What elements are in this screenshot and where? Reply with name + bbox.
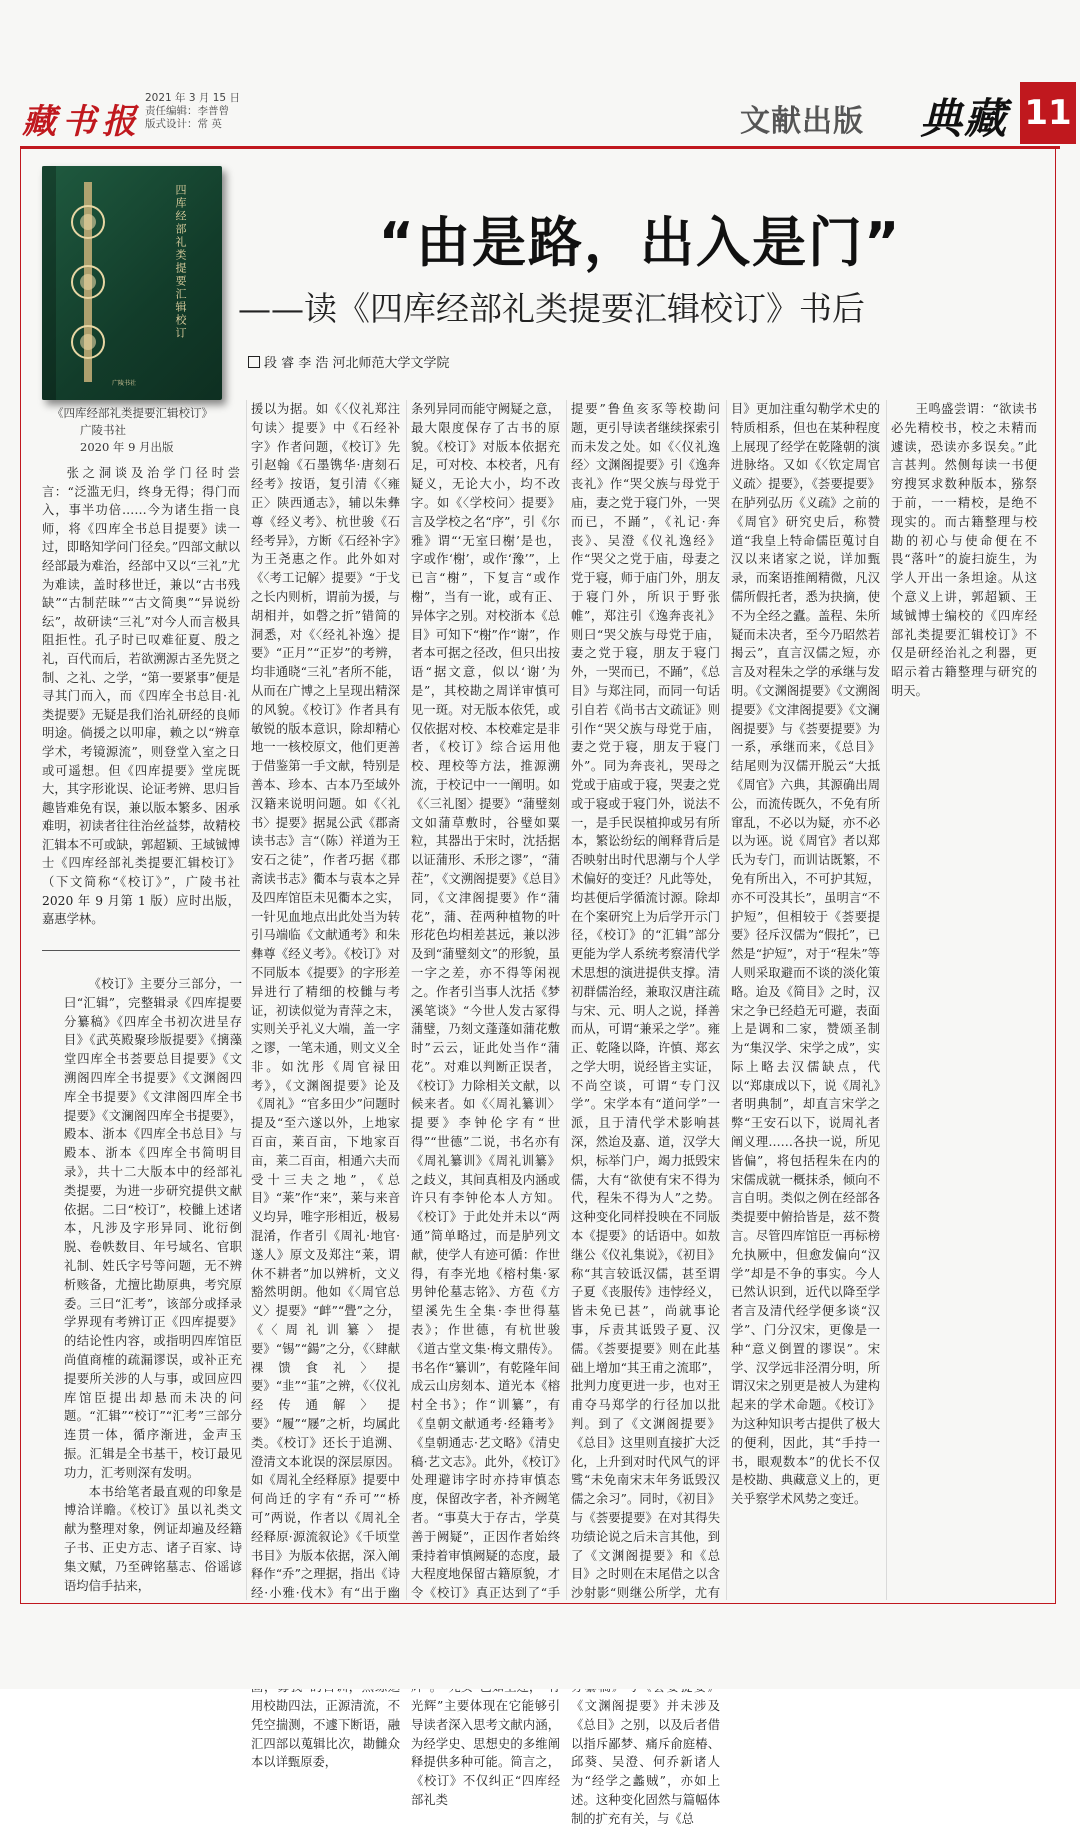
intro-paragraph: 张之洞谈及治学门径时尝言：“泛滥无归，终身无得；得门而入，事半功倍……今为诸生指一良师，将《四库全书总目提要》读一过，即略知学问门径矣。”四部文献以经部最为难治，经部中又以“三礼”尤为难读，盖时移世迁，兼以“古书残缺”“古制茫昧”“古文简奥”“异说纷纭”，故研读“三礼”对今人而言极具阻拒性。孔子时已叹难征夏、殷之礼，百代而后，若欲溯源古圣先贤之制、之礼、之学，“第一要紧事”便是寻其门而入，而《四库全书总目·礼类提要》无疑是我们治礼研经的良师明途。倘援之以叩扉，赖之以“辨章学术，考镜源流”，则登堂入室之日或可遥想。但《四库提要》堂庑既大，其字形讹误、论证考辨、思归旨趣皆难免有误，兼以版本繁多、困承难明，初读者往往治丝益棼，故精校汇辑本不可或缺，郭超颖、王域铖博士《四库经部礼类提要汇辑校订》（下文简称“《校订》”，广陵书社 2020 年 9 月第 1 版）应时出版，嘉惠学林。 <box>42 464 240 951</box>
column-paragraph: 王鸣盛尝谓：“欲读书必先精校书，校之未精而遽读，恐读亦多误矣。”此言甚判。然侧每读一书便穷搜冥求数种版本，猕祭于前，一一精校，是绝不现实的。而古籍整理与校勘的初心与使命便在不畏“落叶”的旋扫旋生，为学人开出一条坦途。从这个意义上讲，郭超颖、王域铖博士编校的《四库经部礼类提要汇辑校订》不仅是研经治礼之利器，更昭示着古籍整理与研究的明天。 <box>891 402 1037 698</box>
column-paragraph: 光辉”主要体现在它能够引导读者深入思考文献内涵，为经学史、思想史的多维阐释提供多种可能。简言之，《校订》不仅纠正“四库经部礼类 <box>411 1698 560 1807</box>
column-divider <box>886 400 887 1600</box>
book-caption <box>52 405 232 456</box>
byline-box-icon <box>248 356 260 368</box>
article-column-1 <box>64 975 242 1595</box>
issue-date: 2021 年 3 月 15 日 <box>145 92 240 104</box>
column-paragraph: 援以为据。如《〈仪礼郑注句读〉提要》中《石经补字》作者问题，《校订》先引赵翰《石墨镌华·唐刻石经考》按语，复引清《〈雍正〉陕西通志》，辅以朱彝尊《经义考》、杭世骏《石经考异》，方断《石经补字》为王尧惠之作。此外如对《〈考工记解〉提要》“于戈之长内则析，谓前为援，与胡相并，如磬之折”错简的洞悉，对《〈经礼补逸〉提要》“正月”“正岁”的考辨，均非通晓“三礼”者所不能，从而在广博之上呈现出精深的风貌。《校订》作者具有敏锐的版本意识，除却精心地一一核校原文，他们更善于借鉴第一手文献，特别是善本、珍本、古本乃至域外汉籍来说明问题。如《〈礼书〉提要》据晁公武《郡斋读书志》言“（陈）祥道为王安石之徒”，作者巧据《郡斋读书志》衢本与袁本之异及四库馆臣未见衢本之实，一针见血地点出此处当为转引马端临《文献通考》和朱彝尊《经义考》。《校订》对不同版本《提要》的字形差异进行了精细的校雠与考证，初读似觉为青萍之末，实则关乎礼义大端，盖一字之谬，一笔未通，则文义全非。如沈彤《周官禄田考》，《文渊阁提要》论及《周礼》“官多田少”问题时提及“至六遂以外，上地家百亩，莱百亩，下地家百亩，莱二百亩，相通六夫而受十三夫之地”，《总目》“莱”作“来”，莱与来音义均异，唯字形相近，极易混淆，作者引《周礼·地官·遂人》原文及郑注“莱，谓休不耕者”加以辨析，文义豁然明朗。他如《〈周官总义〉提要》“衅”“舋”之分，《〈周礼训纂〉提要》“锡”“鍚”之分，《〈肆献裸馈食礼〉提要》“韭”“韮”之辨，《〈仪礼经传通解〉提要》“履”“屦”之析，均属此类。《校订》还长于追溯、澄清文本讹误的深层原因。如《周礼全经释原》提要中何尚迁的字有“乔可”“桥可”两说，作者以《周礼全经释原·源流叙论》《千顷堂书目》为版本依据，深入阐释作“乔”之理据，指出《诗经·小雅·伐木》有“出于幽 <box>251 402 400 1601</box>
column-title: 典藏 <box>920 94 1009 143</box>
column-paragraph: 《校订》主要分三部分，一曰“汇辑”，完整辑录《四库提要分纂稿》《四库全书初次进呈存目》《武英殿聚珍版提要》《摛藻堂四库全书荟要总目提要》《文溯阁四库全书提要》《文渊阁四库全书提要》《文津阁四库全书提要》《文澜阁四库全书提要》，殿本、浙本《四库全书总目》与殿本、浙本《四库全书简明目录》，共十二大版本中的经部礼类提要，为进一步研究提供文献依据。二曰“校订”，校雠上述诸本，凡涉及字形异同、讹衍倒脱、卷帙数目、年号域名、官职礼制、姓氏字号等问题，无不辨析赅备，尤擅比勘原典，考究原委。三曰“汇考”，该部分或择录学界现有考辨订正《四库提要》的结论性内容，或指明四库馆臣尚值商榷的疏漏谬误，或补正充提要所关涉的人与事，或回应四库馆臣提出却悬而未决的问题。“汇辑”“校订”“汇考”三部分连贯一体，循序渐进，金声玉振。汇辑是全书基干，校订最见功力，汇考则深有发明。 <box>64 977 242 1480</box>
book-cover-title: 四库经部礼类提要汇辑校订 <box>174 184 187 340</box>
article-headline: “由是路，出入是门” <box>378 211 902 274</box>
column-paragraph: 用校勘四法，正源清流，不凭空揣测，不遽下断语，融汇四部以蒐辑比次，勘雠众本以详甄原委， <box>251 1698 400 1770</box>
page-number: 11 <box>1020 82 1076 144</box>
issue-meta <box>145 92 240 131</box>
column-paragraph: 条列异同而能守阙疑之意，最大限度保存了古书的原貌。《校订》对版本依据充足，可对校、本校者，凡有疑义，无论大小，均不改字。如《〈学校问〉提要》言及学校之名“序”，引《尔雅》谓“‘无室曰榭’是也，字或作‘榭’，或作‘豫’”，上已言“榭”，下复言“或作榭”，当有一讹，或有正、异体字之别。对校浙本《总目》可知下“榭”作“谢”，作者本可据之径改，但只出按语“据文意，似以‘谢’为是”，其校勘之周详审慎可见一斑。对无版本依凭，或仅依据对校、本校难定是非者，《校订》综合运用他校、理校等方法，推源溯流，于校记中一一阐明。如《〈三礼图〉提要》“蒲璧刻文如蒲草敷时，谷璧如粟粒，其器出于宋时，沈括据以证蒲形、禾形之谬”，“蒲茬”，《文溯阁提要》《总目》同，《文津阁提要》作“蒲花”，蒲、茬两种植物的叶形花色均相差甚远，兼以涉及到“蒲璧刻文”的形貌，虽一字之差，亦不得等闲视之。作者引当事人沈括《梦溪笔谈》“今世人发古冢得蒲璧，乃刻文蓬蓬如蒲花敷时”云云，证此处当作“蒲花”。对难以判断正误者，《校订》力除相关文献，以候来者。如《〈周礼纂训〉提要》李钟伦字有“世得”“世德”二说，书名亦有《周礼纂训》《周礼训纂》之歧义，其间真相及内涵或许只有李钟伦本人方知。《校订》于此处并未以“两通”简单略过，而是胪列文献，使学人有迹可循：作世得，有李光地《榕村集·冢男钟伦墓志铭》、方苞《方望溪先生全集·李世得墓表》；作世德，有杭世骏《道古堂文集·梅文鼎传》。书名作“纂训”，有乾隆年间成云山房刻本、道光本《榕村全书》；作“训纂”，有《皇朝文献通考·经籍考》《皇朝通志·艺文略》《清史稿·艺文志》。此外，《校订》处理避讳字时亦持审慎态度，保留改字者，补齐阙笔者。“事莫大于存古，学莫善于阙疑”，正因作者始终秉持着审慎阙疑的态度，最大程度地保留古籍原貌，才令《校订》真正达到了“手 <box>411 402 560 1601</box>
column-divider <box>246 400 247 1600</box>
article-column-6 <box>891 400 1037 1600</box>
column-divider <box>566 400 567 1600</box>
article-column-5 <box>731 400 880 1600</box>
article-column-3 <box>411 400 560 1807</box>
page-margin <box>0 1604 1080 1689</box>
caption-date: 2020 年 9 月出版 <box>80 440 174 454</box>
column-divider <box>726 400 727 1600</box>
article-column-2 <box>251 400 400 1770</box>
article-byline <box>248 352 450 371</box>
book-spine <box>42 166 56 400</box>
article-subheadline: ——读《四库经部礼类提要汇辑校订》书后 <box>238 289 865 328</box>
byline-text: 段 睿 李 浩 河北师范大学文学院 <box>264 356 450 371</box>
caption-title: 《四库经部礼类提要汇辑校订》 <box>52 406 213 420</box>
column-paragraph: 本书给笔者最直观的印象是博洽详瞻。《校订》虽以礼类文献为整理对象，例证却遍及经籍子书、正史方志、诸子百家、诗集文赋，乃至碑铭墓志、俗谣谚语均信手拈来， <box>64 1484 242 1593</box>
masthead <box>20 82 1072 144</box>
book-ornament-icon <box>64 182 114 382</box>
column-paragraph: 目》更加注重勾勒学术史的特质相系，但也在某种程度上展现了经学在乾隆朝的演进脉络。又如《〈钦定周官义疏〉提要》，《荟要提要》在胪列弘历《义疏》之前的《周官》研究史后，称赞道“我皇上特命儒臣蒐讨自汉以来诸家之说，详加甄录，而案语推阐精微，凡汉儒所假托者，悉为抉摘，使不为全经之蠹。盖程、朱所疑而未决者，至今乃昭然若揭云”，直言汉儒之短，亦言及对程朱之学的承继与发明。《文渊阁提要》《文溯阁提要》《文津阁提要》《文澜阁提要》与《荟要提要》为一系，承继而来，《总目》结尾则为汉儒开脱云“大抵《周官》六典，其源确出周公，而流传既久，不免有所窜乱，不必以为疑，亦不必以为诬。说《周官》者以郑氏为专门，而训诂既繁，不免有所出入，不可护其短，亦不可没其长”，虽明言“不护短”，但相较于《荟要提要》径斥汉儒为“假托”，已然是“护短”，对于“程朱”等人则采取避而不谈的淡化策略。迨及《简目》之时，汉宋之争已经趋无可避，表面上是调和二家，赞颂圣制为“集汉学、宋学之成”，实际上略去汉儒缺点，代以“郑康成以下，说《周礼》者明典制”，却直言宋学之弊“王安石以下，说周礼者阐义理……各抉一说，所见皆偏”，将包括程朱在内的宋儒成就一概抹杀，倾向不言自明。类似之例在经部各类提要中俯拾皆是，兹不赘言。尽管四库馆臣一再标榜允执厥中，但愈发偏向“汉学”却是不争的事实。今人已然认识到，近代以降至学者言及清代经学便多谈“汉学”、门分汉宋，更像是一种“意义倒置的谬误”。宋学、汉学远非泾渭分明，所谓汉宋之别更是被人为建构起来的学术命题。《校订》为这种知识考古提供了极大的便利，因此，其“手持一书，眼观数本”的优长不仅是校勘、典藏意义上的，更关乎察学术风势之变迁。 <box>731 402 880 1507</box>
newspaper-logo: 藏书报 <box>22 102 142 142</box>
book-cover-image <box>42 166 222 400</box>
column-divider <box>406 400 407 1600</box>
designer-credit: 版式设计：常 英 <box>145 118 222 130</box>
caption-publisher: 广陵书社 <box>80 423 126 437</box>
editor-credit: 责任编辑：李普曾 <box>145 105 229 117</box>
section-title: 文献出版 <box>740 104 864 139</box>
book-cover-publisher: 广陵书社 <box>112 380 137 387</box>
column-paragraph: 提要”鲁鱼亥豕等校勘问题，更引导读者继续探索引而未发之处。如《〈仪礼逸经〉文渊阁提要》引《逸奔丧礼》作“哭父族与母党于庙，妻之党于寝门外，一哭而已，不踊”，《礼记·奔丧》、吴澄《仪礼逸经》作“哭父之党于庙，母妻之党于寝，师于庙门外，朋友于寝门外，所识于野张帷”，郑注引《逸奔丧礼》则曰“哭父族与母党于庙，妻之党于寝，朋友于寝门外，一哭而已，不踊”，《总目》与郑注同，而同一句话引自若《尚书古文疏证》则引作“哭父族与母党于庙，妻之党于寝，朋友于寝门外”。同为奔丧礼，哭母之党或于庙或于寝，哭妻之党或于寝或于寝门外，说法不一，是手民误植抑或另有所本，繁讼纷纭的阐释背后是否映射出时代思潮与个人学术偏好的变迁？凡此等处，均甚便后学循流讨源。除却在个案研究上为后学开示门径，《校订》的“汇辑”部分更能为学人系统考察清代学术思想的演进提供支撑。清初群儒治经，兼取汉唐注疏与宋、元、明人之说，择善而从，可谓“兼采之学”。雍正、乾隆以降，许慎、郑玄之学大明，说经皆主实证，不尚空谈，可谓“专门汉学”。宋学本有“道问学”一派，且于清代学术影响甚深，然迨及嘉、道，汉学大炽，标举门户，竭力抵毁宋儒，大有“欲使有宋不得为代，程朱不得为人”之势。这种变化同样投映在不同版本《提要》的话语中。如敖继公《仪礼集说》，《初目》称“其言较诋汉儒，甚至谓子夏《丧服传》违悖经义，皆未免已甚”，尚就事论事，斥责其诋毁子夏、汉儒。《荟要提要》则在此基础上增加“其王甫之流耶”，批判力度更进一步，也对王甫夺马郑学的行径加以批判。到了《文渊阁提要》《总目》这里则直接扩大泛化，上升到对时代风气的评骘“未免南宋末年务诋毁汉儒之余习”。同时，《初目》与《荟要提要》在对其得失功绩论说之后未言其他，到了《文渊阁提要》和《总目》之时则在末尾借之以含沙射影“则继公所学，尤有 《文渊阁提要》并未涉及《总目》之别，以及后者借以指斥鄙梦、痛斥俞庭椿、邱葵、吴澄、何乔新诸人为“经学之蠡贼”，亦如上述。这种变化固然与篇幅体制的扩充有关，与《总 <box>571 402 720 1826</box>
article-column-4 <box>571 400 720 1826</box>
